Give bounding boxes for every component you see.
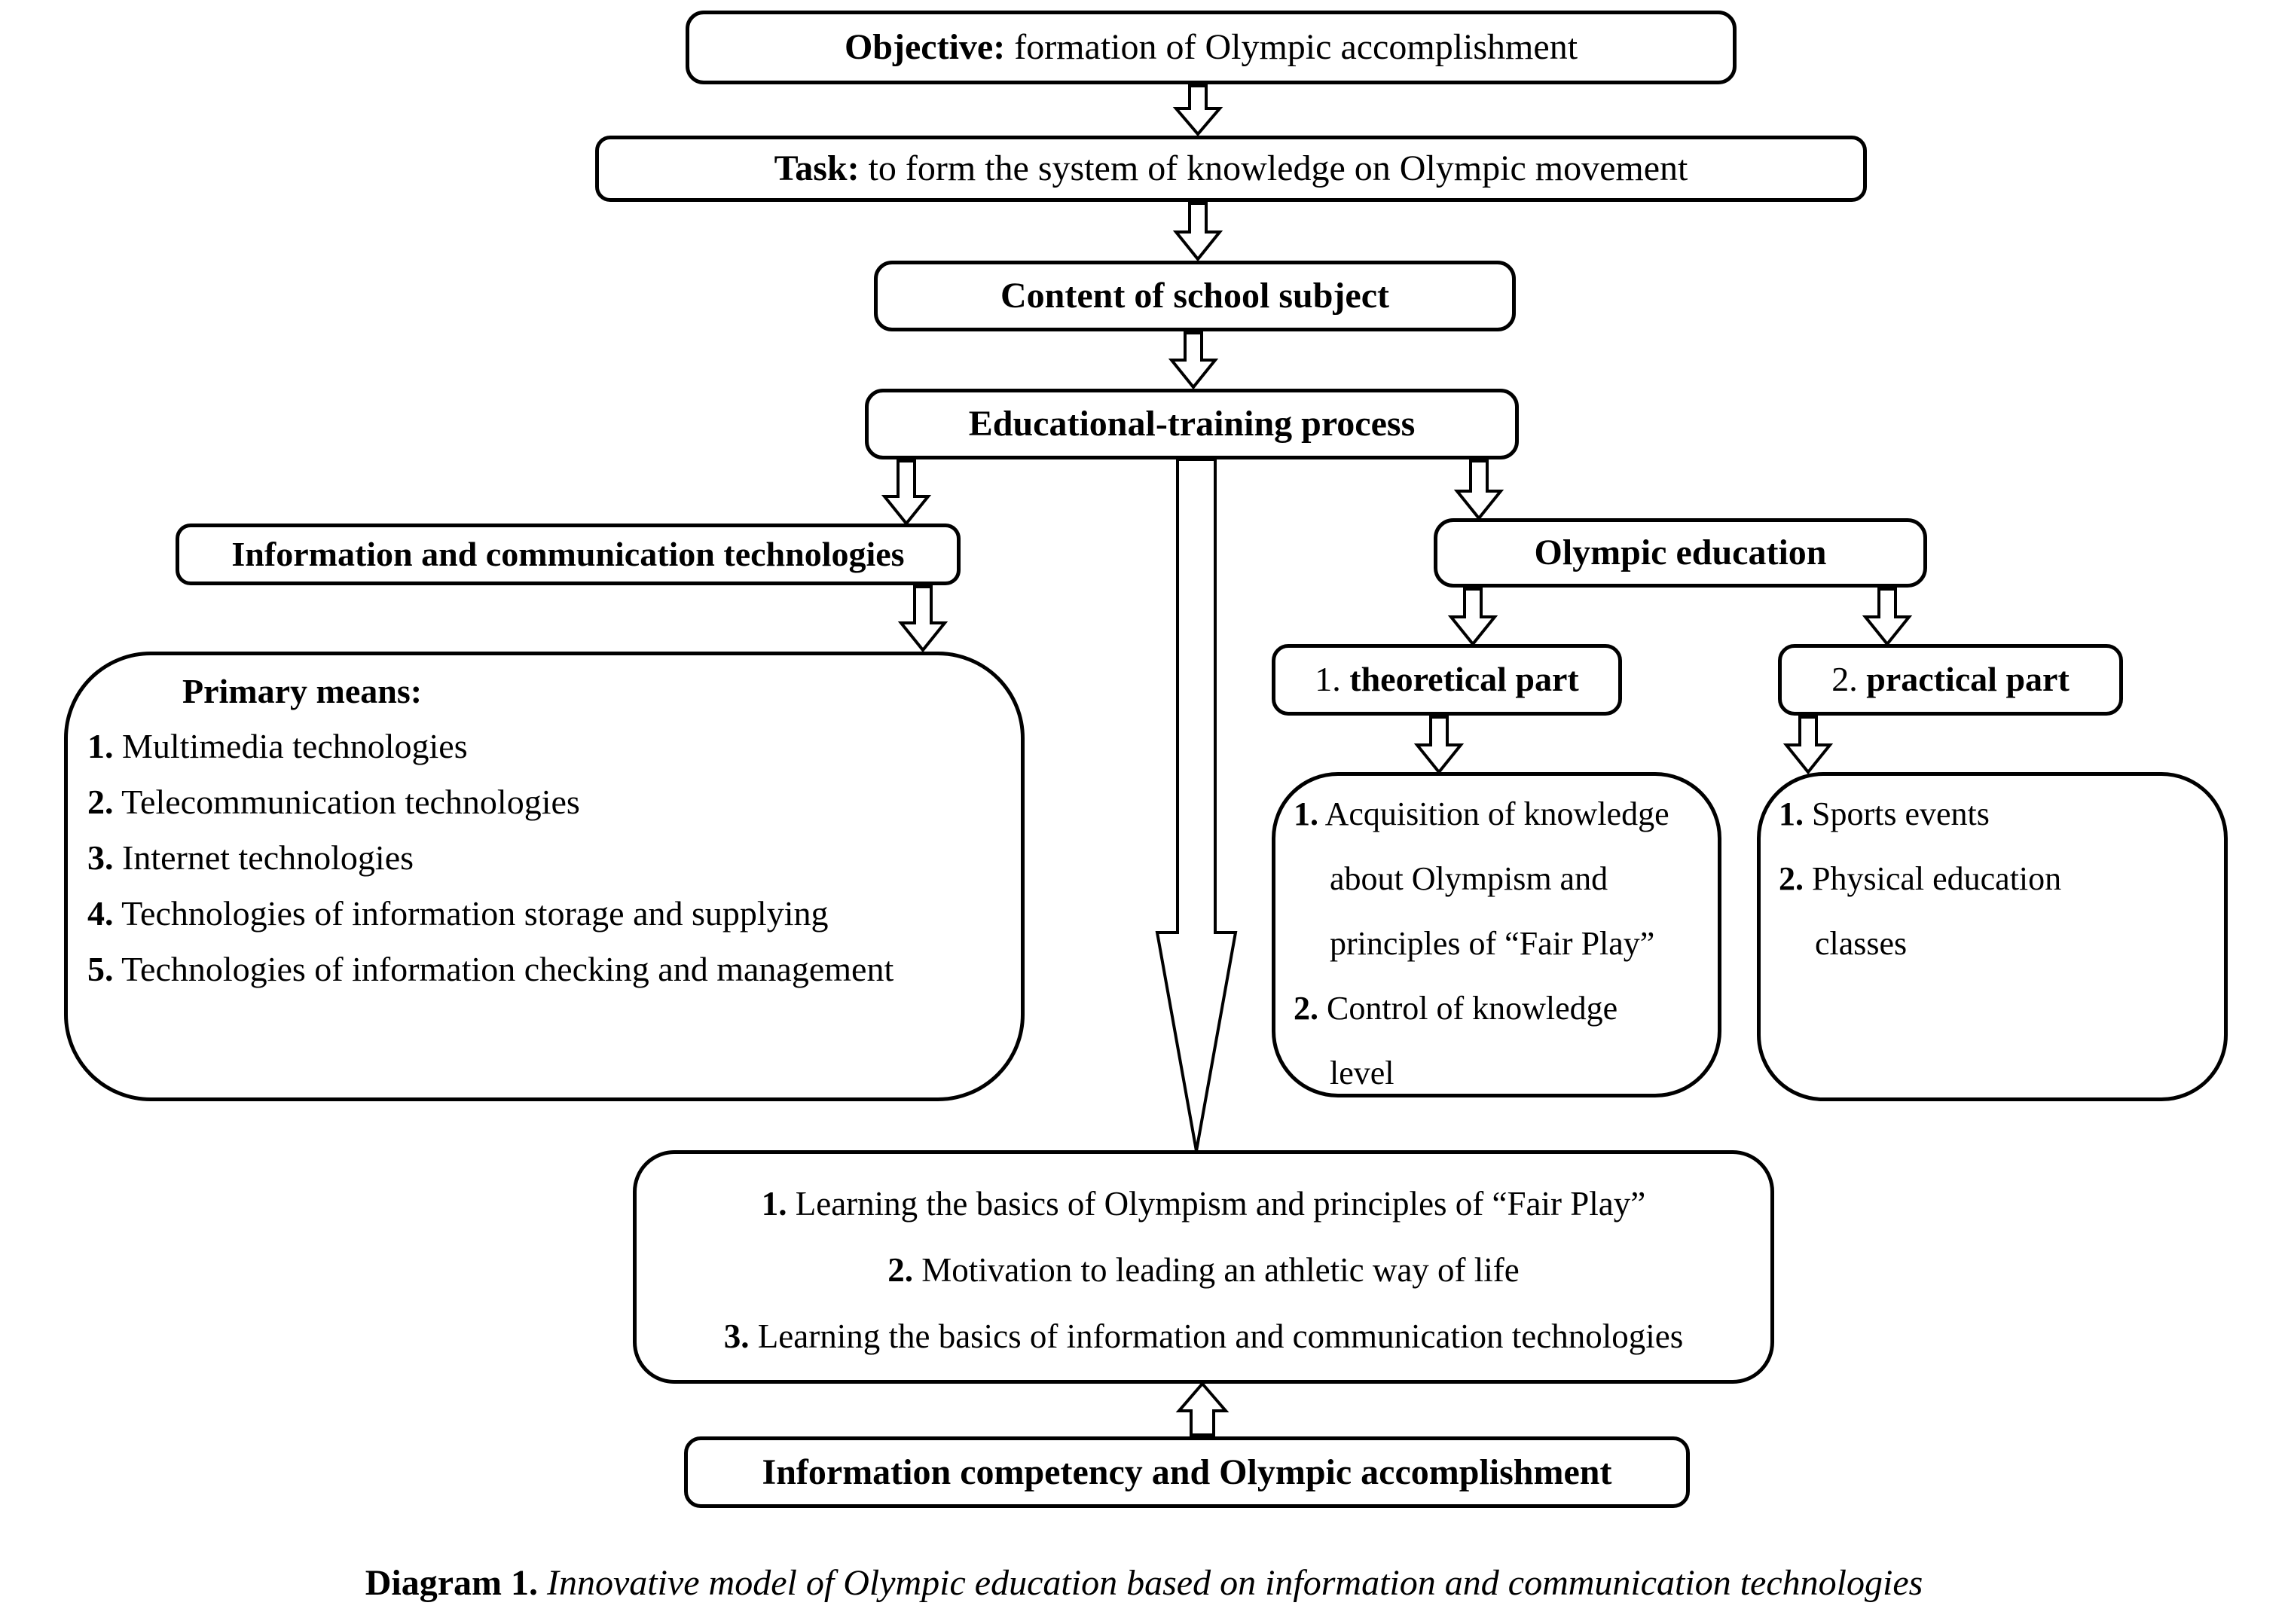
arrow-edu-to-ict	[882, 459, 930, 525]
arrow-content-to-edu	[1169, 331, 1217, 389]
practical-label-text: 2. practical part	[1831, 660, 2070, 699]
task-rest: to form the system of knowledge on Olympic movement	[859, 148, 1688, 189]
task-text	[774, 148, 1688, 189]
arrow-theoretical-to-content	[1415, 716, 1463, 774]
outcome-text: Information competency and Olympic accomplishment	[762, 1452, 1612, 1492]
arrow-ict-to-primary-means	[899, 585, 947, 652]
information-competency-box	[684, 1436, 1690, 1508]
caption-label: Diagram 1.	[365, 1563, 538, 1603]
objective-text	[845, 26, 1578, 68]
arrow-edu-to-outcomes-big	[1155, 458, 1238, 1152]
arrow-olympic-to-practical	[1863, 588, 1911, 646]
arrow-objective-to-task	[1174, 84, 1222, 136]
olympic-text: Olympic education	[1534, 533, 1827, 573]
outcomes-line: 3. Learning the basics of information and communication technologies	[723, 1317, 1684, 1355]
olympic-education-box	[1434, 518, 1927, 588]
practical-part-box	[1778, 644, 2123, 716]
ict-box	[176, 524, 961, 585]
caption-text: Innovative model of Olympic education based on information and communication technologies	[537, 1563, 1923, 1603]
educational-training-process-box	[865, 389, 1519, 459]
primary-means-item: 5. Technologies of information checking and management	[87, 950, 894, 988]
theoretical-content-line: level	[1330, 1055, 1394, 1091]
task-box	[595, 136, 1867, 202]
practical-content-line: classes	[1815, 925, 1908, 962]
theoretical-content-line: about Olympism and	[1330, 860, 1608, 897]
ict-text: Information and communication technologies	[231, 534, 905, 573]
theoretical-content-box	[1272, 772, 1721, 1097]
primary-means-box	[64, 652, 1025, 1101]
content-subject-text: Content of school subject	[1000, 276, 1389, 316]
arrow-edu-to-olympic	[1455, 459, 1503, 520]
primary-means-title: Primary means:	[182, 672, 423, 710]
task-label: Task:	[774, 148, 860, 189]
outcomes-box	[633, 1150, 1774, 1384]
theoretical-part-box	[1272, 644, 1622, 716]
primary-means-item: 1. Multimedia technologies	[87, 727, 468, 765]
outcomes-line: 2. Motivation to leading an athletic way of life	[887, 1251, 1520, 1289]
practical-content-box	[1757, 772, 2228, 1101]
arrow-outcome-to-outcomes-up	[1178, 1382, 1227, 1436]
arrow-olympic-to-theoretical	[1449, 588, 1497, 646]
arrow-practical-to-content	[1784, 716, 1832, 774]
objective-box	[686, 11, 1737, 84]
theoretical-content-line: 2. Control of knowledge	[1294, 990, 1618, 1027]
objective-rest: formation of Olympic accomplishment	[1005, 27, 1578, 68]
caption	[0, 1561, 2288, 1606]
objective-label: Objective:	[844, 27, 1006, 68]
arrow-task-to-content	[1174, 202, 1222, 261]
practical-content-line: 2. Physical education	[1779, 860, 2062, 897]
practical-content-line: 1. Sports events	[1779, 795, 1990, 832]
theoretical-content-line: 1. Acquisition of knowledge	[1294, 795, 1669, 832]
theoretical-content-line: principles of “Fair Play”	[1330, 925, 1655, 962]
outcomes-line: 1. Learning the basics of Olympism and principles of “Fair Play”	[761, 1185, 1646, 1223]
edu-process-text: Educational-training process	[968, 404, 1416, 444]
primary-means-item: 2. Telecommunication technologies	[87, 783, 580, 821]
primary-means-item: 4. Technologies of information storage and supplying	[87, 894, 829, 933]
content-of-school-subject-box	[874, 261, 1516, 331]
primary-means-item: 3. Internet technologies	[87, 838, 414, 877]
theoretical-label-text: 1. theoretical part	[1315, 660, 1579, 699]
